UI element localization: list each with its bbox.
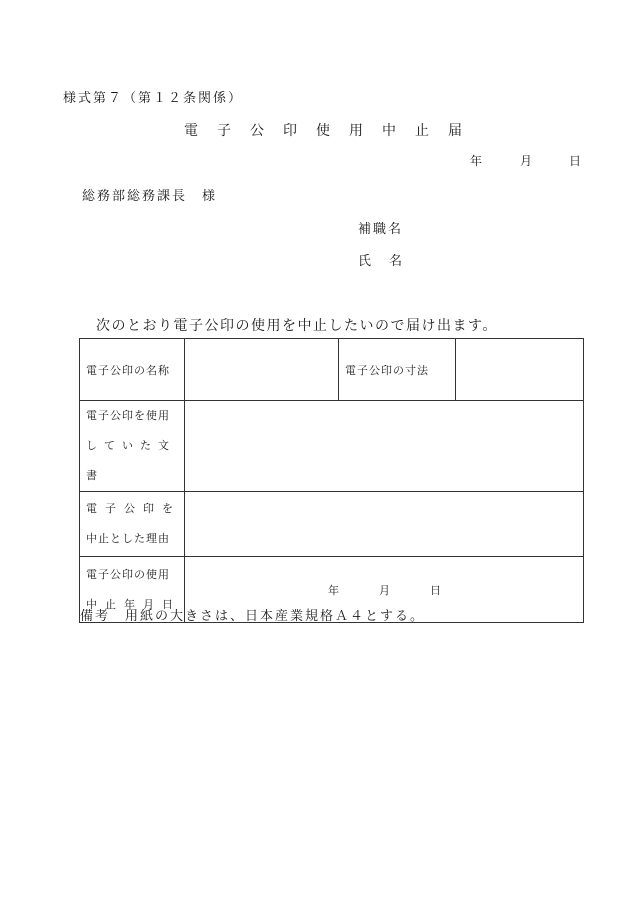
name-label: 氏名: [358, 254, 421, 269]
seal-size-label: 電子公印の寸法: [339, 339, 456, 401]
stop-date-year: 年: [328, 583, 339, 597]
reason-label-line1: 電子公印を: [86, 502, 181, 515]
table-row: [80, 492, 584, 557]
date-year-label: 年: [470, 154, 483, 168]
application-table: [79, 338, 584, 623]
documents-label-line1: 電子公印を使用: [86, 409, 170, 422]
reason-field[interactable]: [185, 492, 584, 557]
stop-date-day: 日: [430, 583, 441, 597]
table-row: [80, 401, 584, 492]
documents-field[interactable]: [185, 401, 584, 492]
addressee: 総務部総務課長 様: [82, 189, 218, 204]
stop-date-label-line2: 中止年月日: [86, 597, 181, 611]
reason-label: [80, 492, 185, 557]
documents-label-line2: していた文書: [86, 439, 176, 482]
documents-label: [80, 401, 185, 492]
seal-name-field[interactable]: [185, 339, 339, 401]
stop-date-label-line1: 電子公印の使用: [86, 567, 170, 581]
position-label: 補職名: [358, 222, 404, 237]
footnote: 備考 用紙の大きさは、日本産業規格Ａ４とする。: [80, 609, 426, 624]
intro-text: 次のとおり電子公印の使用を中止したいので届け出ます。: [96, 318, 498, 334]
table-row: [80, 339, 584, 401]
reason-label-line2: 中止とした理由: [86, 532, 170, 545]
stop-date-month: 月: [379, 583, 390, 597]
seal-name-label: 電子公印の名称: [80, 339, 185, 401]
form-number: 様式第７（第１２条関係）: [63, 91, 244, 106]
date-month-label: 月: [520, 154, 533, 168]
page-title: 電子公印使用中止届: [184, 123, 481, 139]
date-day-label: 日: [569, 154, 582, 168]
seal-size-field[interactable]: [456, 339, 584, 401]
